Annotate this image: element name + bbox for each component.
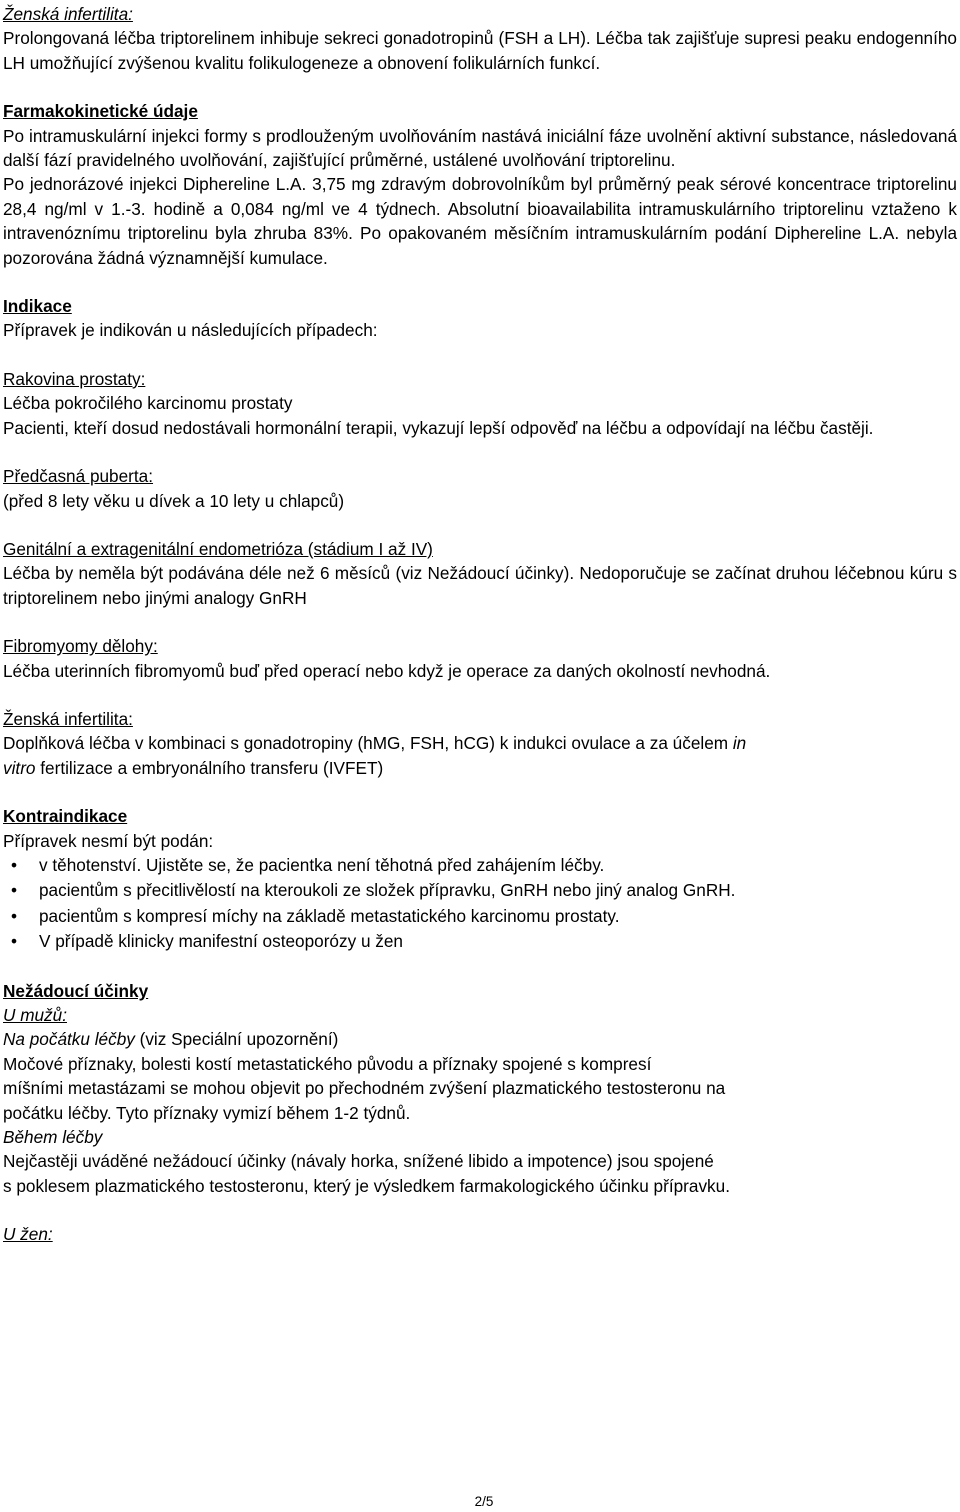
female-infertility-indication-heading: Ženská infertilita: (3, 708, 133, 729)
indications-intro: Přípravek je indikován u následujících případech: (3, 320, 378, 341)
prostate-cancer-heading: Rakovina prostaty: (3, 368, 146, 389)
spacer (3, 780, 957, 804)
infertility-text-a: Doplňková léčba v kombinaci s gonadotropiny (hMG, FSH, hCG) k indukci ovulace a za účelem (3, 733, 733, 754)
list-item-text: pacientům s přecitlivělostí na kteroukoli ze složek přípravku, GnRH nebo jiný analog GnRH. (39, 880, 736, 901)
treatment-start-text-2: míšními metastázami se mohou objevit po přechodném zvýšení plazmatického testosteronu na (3, 1078, 726, 1099)
spacer (3, 75, 957, 99)
precocious-puberty-line-1: (před 8 lety věku u dívek a 10 lety u chlapců) (3, 490, 345, 511)
spacer (3, 1198, 957, 1222)
vitro-italic: vitro (3, 757, 36, 778)
bullet-icon: • (10, 854, 18, 875)
list-item (3, 853, 957, 878)
treatment-start-text-3: počátku léčby. Tyto příznaky vymizí během 1-2 týdnů. (3, 1102, 411, 1123)
treatment-start-note: (viz Speciální upozornění) (134, 1029, 339, 1050)
spacer (3, 343, 957, 367)
in-italic: in (732, 733, 747, 754)
uterine-fibroids-heading: Fibromyomy dělohy: (3, 636, 158, 657)
women-heading: U žen: (3, 1224, 53, 1245)
list-item-text: pacientům s kompresí míchy na základě metastatického karcinomu prostaty. (39, 905, 620, 926)
during-treatment-text-1: Nejčastěji uváděné nežádoucí účinky (návaly horka, snížené libido a impotence) jsou spojené (3, 1151, 714, 1172)
spacer (3, 270, 957, 294)
list-item (3, 929, 957, 954)
pharmacokinetics-para-1: Po intramuskulární injekci formy s prodlouženým uvolňováním nastává iniciální fáze uvolnění aktivní substance, následovaná další fází pravidelného uvolňování, zajišťující průměrné, ustálené uvolňování triptorelinu. (3, 125, 957, 171)
bullet-icon: • (10, 931, 18, 952)
during-treatment-text-2: s poklesem plazmatického testosteronu, který je výsledkem farmakologického účinku přípravku. (3, 1175, 730, 1196)
contraindications-intro: Přípravek nesmí být podán: (3, 830, 214, 851)
female-infertility-indication-text (3, 731, 957, 780)
document-page (3, 2, 957, 1247)
female-infertility-heading: Ženská infertilita: (3, 4, 133, 24)
infertility-text-b: fertilizace a embryonálního transferu (IVFET) (35, 757, 384, 778)
prostate-cancer-line-2: Pacienti, kteří dosud nedostávali hormonální terapii, vykazují lepší odpověď na léčbu a odpovídají na léčbu častěji. (3, 417, 874, 438)
treatment-start-italic: Na počátku léčby (3, 1029, 135, 1050)
during-treatment-heading: Během léčby (3, 1127, 103, 1148)
prostate-cancer-line-1: Léčba pokročilého karcinomu prostaty (3, 393, 293, 414)
spacer (3, 683, 957, 707)
spacer (3, 440, 957, 464)
indications-heading: Indikace (3, 296, 72, 317)
treatment-start-text-1: Močové příznaky, bolesti kostí metastatického původu a příznaky spojené s kompresí (3, 1053, 652, 1074)
list-item (3, 904, 957, 929)
treatment-start-heading (3, 1027, 957, 1051)
female-infertility-text: Prolongovaná léčba triptorelinem inhibuje sekreci gonadotropinů (FSH a LH). Léčba tak zajišťuje supresi peaku endogenního LH umožňující zvýšenou kvalitu folikulogeneze a obnovení folikulárních funkcí. (3, 28, 957, 73)
page-number: 2/5 (474, 1494, 494, 1509)
pharmacokinetics-heading: Farmakokinetické údaje (3, 101, 198, 122)
endometriosis-line-1: Léčba by neměla být podávána déle než 6 měsíců (viz Nežádoucí účinky). Nedoporučuje se začínat druhou léčebnou kúru s triptorelinem nebo jinými analogy GnRH (3, 563, 957, 608)
list-item (3, 878, 957, 903)
uterine-fibroids-line-1: Léčba uterinních fibromyomů buď před operací nebo když je operace za daných okolností nevhodná. (3, 660, 771, 681)
contraindications-heading: Kontraindikace (3, 806, 128, 827)
adverse-effects-heading: Nežádoucí účinky (3, 980, 149, 1001)
spacer (3, 610, 957, 634)
spacer (3, 513, 957, 537)
bullet-icon: • (10, 880, 18, 901)
contraindications-list (3, 853, 957, 955)
pharmacokinetics-para-2: Po jednorázové injekci Diphereline L.A. 3,75 mg zdravým dobrovolníkům byl průměrný peak sérové koncentrace triptorelinu 28,4 ng/ml v 1.-3. hodině a 0,084 ng/ml ve 4 týdnech. Absolutní bioavailabilita intramuskulárního triptorelinu vztaženo k intravenóznímu triptorelinu byla zhruba 83%. Po opakovaném měsíčním intramuskulárním podání Diphereline L.A. nebyla pozorována žádná významnější kumulace. (3, 174, 957, 268)
list-item-text: V případě klinicky manifestní osteoporózy u žen (39, 931, 403, 952)
bullet-icon: • (10, 905, 18, 926)
men-heading: U mužů: (3, 1005, 67, 1025)
endometriosis-heading: Genitální a extragenitální endometrióza (stádium I až IV) (3, 538, 433, 559)
precocious-puberty-heading: Předčasná puberta: (3, 466, 154, 487)
list-item-text: v těhotenství. Ujistěte se, že pacientka není těhotná před zahájením léčby. (39, 854, 605, 875)
spacer (3, 955, 957, 979)
